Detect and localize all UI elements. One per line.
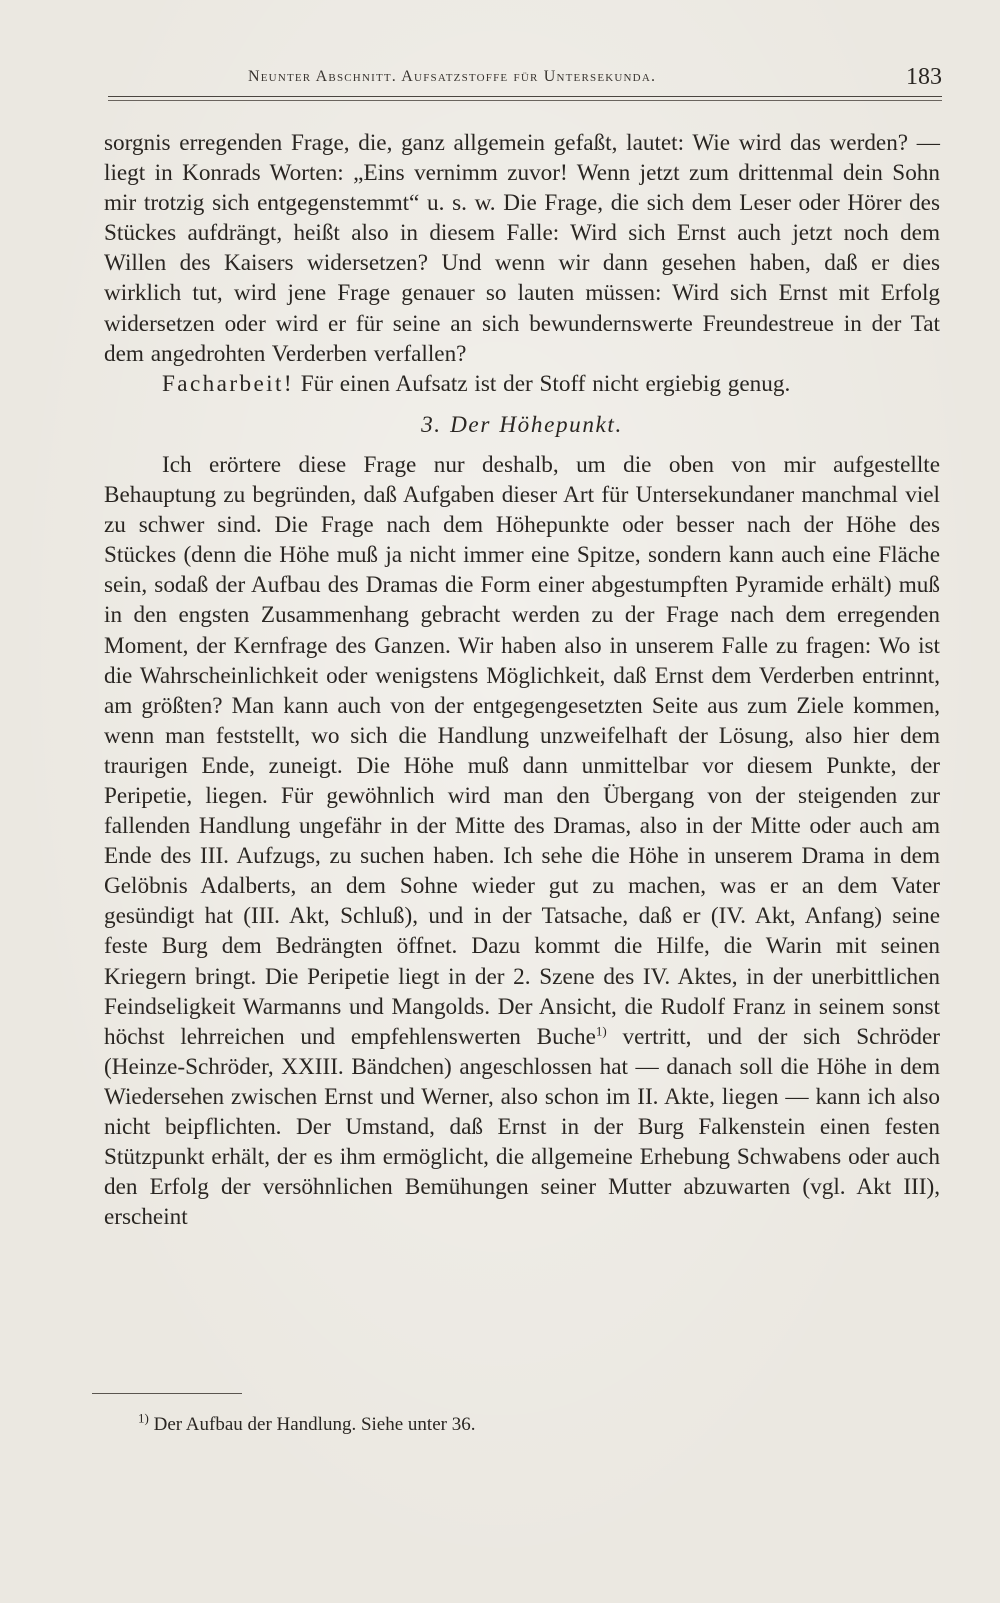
footnote xyxy=(138,1412,475,1438)
footnote-reference: 1) xyxy=(595,1022,607,1038)
verdict-text: Für einen Aufsatz ist der Stoff nicht ergiebig genug. xyxy=(293,370,791,397)
footnote-divider xyxy=(92,1393,242,1394)
main-text xyxy=(104,128,940,1232)
section-heading: 3. Der Höhepunkt. xyxy=(421,411,623,438)
paragraph-continuation: sorgnis erregenden Frage, die, ganz allgemein gefaßt, lautet: Wie wird das werden? — liegt in Konrads Worten: „Eins vernimm zuvor! Wenn jetzt zum drittenmal dein Sohn mir trotzig sich entgegenstemmt“ u. s. w. Die Frage, die sich dem Leser oder Hörer des Stückes aufdrängt, heißt also in diesem Falle: Wird sich Ernst auch jetzt noch dem Willen des Kaisers widersetzen? Und wenn wir dann gesehen haben, daß er dies wirklich tut, wird jene Frage genauer so lauten müssen: Wird sich Ernst mit Erfolg widersetzen oder wird er für seine an sich bewundernswerte Freundestreue in der Tat dem angedrohten Verderben verfallen? xyxy=(104,130,940,367)
paragraph-text-a: Ich erörtere diese Frage nur deshalb, um die oben von mir aufgestellte Behauptung zu begründen, daß Aufgaben dieser Art für Untersekundaner manchmal viel zu schwer sind. Die Frage nach dem Höhepunkte oder besser nach der Höhe des Stückes (denn die Höhe muß ja nicht immer eine Spitze, sondern kann auch eine Fläche sein, sodaß der Aufbau des Dramas die Form einer abgestumpften Pyramide erhält) muß in den engsten Zusammenhang gebracht werden zu der Frage nach dem erregenden Moment, der Kernfrage des Ganzen. Wir haben also in unserem Falle zu fragen: Wo ist die Wahrscheinlichkeit oder wenigstens Möglichkeit, daß Ernst dem Verderben entrinnt, am größten? Man kann auch von der entgegengesetzten Seite aus zum Ziele kommen, wenn man feststellt, wo sich die Handlung unzweifelhaft der Lösung, also hier dem traurigen Ende, zuneigt. Die Höhe muß dann unmittelbar vor diesem Punkte, der Peripetie, liegen. Für gewöhnlich wird man den Übergang von der steigenden zur fallenden Handlung ungefähr in der Mitte des Dramas, also in der Mitte oder auch am Ende des III. Aufzugs, zu suchen haben. Ich sehe die Höhe in unserem Drama in dem Gelöbnis Adalberts, an dem Sohne wieder gut zu machen, was er an dem Vater gesündigt hat (III. Akt, Schluß), und in der Tatsache, daß er (IV. Akt, Anfang) seine feste Burg dem Bedrängten öffnet. Dazu kommt die Hilfe, die Warin mit seinen Kriegern bringt. Die Peripetie liegt in der 2. Szene des IV. Aktes, in der unerbittlichen Feindseligkeit Warmanns und Mangolds. Der Ansicht, die Rudolf Franz in seinem sonst höchst lehrreichen und empfehlenswerten Buche xyxy=(104,451,940,1050)
page-number: 183 xyxy=(906,64,942,90)
footnote-text: Der Aufbau der Handlung. Siehe unter 36. xyxy=(148,1414,476,1435)
paragraph-hoehepunkt xyxy=(104,450,940,1232)
paragraph-text-b: vertritt, und der sich Schröder (Heinze-Schröder, XXIII. Bändchen) angeschlossen hat — danach soll die Höhe in dem Wiedersehen zwischen Ernst und Werner, also schon im II. Akte, liegen — kann ich also nicht beipflichten. Der Umstand, daß Ernst in der Burg Falkenstein einen festen Stützpunkt erhält, der es ihm ermöglicht, die allgemeine Erhebung Schwabens oder auch den Erfolg der versöhnlichen Bemühungen seiner Mutter abzuwarten (vgl. Akt III), erscheint xyxy=(104,1023,940,1231)
footnote-marker: 1) xyxy=(138,1410,149,1426)
paragraph-verdict xyxy=(104,369,940,399)
running-head: Neunter Abschnitt. Aufsatzstoffe für Untersekunda. xyxy=(248,68,657,85)
verdict-word: Facharbeit! xyxy=(162,370,294,397)
header-rule-thick xyxy=(108,96,942,97)
page-header xyxy=(108,62,942,98)
header-rule-thin xyxy=(108,100,942,101)
